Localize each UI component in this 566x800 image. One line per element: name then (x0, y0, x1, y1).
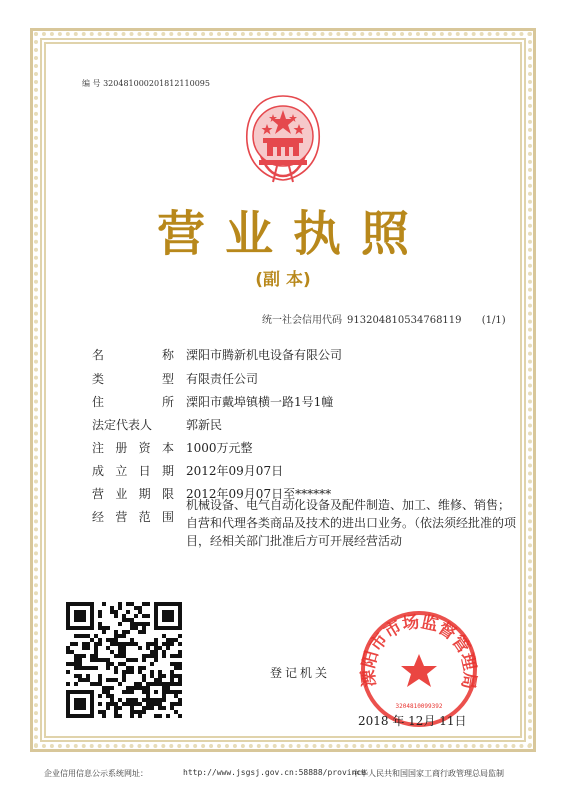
field-label-char: 名 (92, 348, 105, 362)
issue-date: 2018 年 12月 11日 (358, 714, 467, 728)
field-label-char: 范 (138, 510, 151, 524)
field-label-char: 住 (92, 395, 105, 409)
field-label-char: 限 (161, 487, 174, 501)
field-label-char: 立 (115, 464, 128, 478)
field-label (92, 416, 174, 433)
serial-number: 编 号 320481000201812110095 (82, 79, 210, 88)
credit-code-label: 统一社会信用代码 (262, 315, 342, 326)
field-value: 1000万元整 (186, 441, 253, 455)
svg-text:3204810099392: 3204810099392 (395, 703, 443, 710)
field-label-char: 型 (161, 372, 174, 386)
field-label-char: 注 (92, 441, 105, 455)
footer-url-link[interactable]: http://www.jsgsj.gov.cn:58888/province (183, 768, 367, 777)
field-label-char: 期 (138, 487, 151, 501)
field-value: 郭新民 (186, 418, 223, 432)
business-scope-value: 机械设备、电气自动化设备及配件制造、加工、维修、销售；自营和代理各类商品及技术的进出口业务。（依法须经批准的项目，经相关部门批准后方可开展经营活动 (186, 498, 517, 548)
footer-issuer: 中华人民共和国国家工商行政管理总局监制 (352, 769, 504, 778)
field-label-char: 营 (115, 510, 128, 524)
credit-code-line (262, 311, 511, 326)
field-label-char: 本 (161, 441, 174, 455)
field-label (92, 439, 174, 456)
footer-system-label: 企业信用信息公示系统网址： (44, 769, 148, 778)
document-title: 营业执照 (156, 206, 429, 262)
page-indicator: (1/1) (481, 315, 506, 326)
field-label-char: 经 (92, 510, 105, 524)
field-label (92, 346, 174, 363)
qr-code-icon (66, 602, 182, 718)
field-label (92, 485, 174, 502)
field-value: 2012年09月07日 (186, 464, 284, 478)
svg-text:溧阳市市场监督管理局: 溧阳市市场监督管理局 (358, 612, 480, 691)
field-label-char: 业 (115, 487, 128, 501)
field-value: 有限责任公司 (186, 372, 259, 386)
field-label-char: 日 (138, 464, 151, 478)
national-emblem-icon (237, 90, 329, 186)
field-value: 溧阳市腾新机电设备有限公司 (186, 348, 343, 362)
registrar-label: 登记机关 (270, 666, 331, 680)
field-label-char: 册 (115, 441, 128, 455)
field-label-char: 所 (161, 395, 174, 409)
document-subtitle: (副 本) (255, 270, 311, 290)
field-label-char: 成 (92, 464, 105, 478)
field-label-char: 营 (92, 487, 105, 501)
field-label-char: 法定代表人 (92, 418, 153, 432)
credit-code-value: 913204810534768119 (347, 315, 462, 326)
field-label-char: 围 (161, 510, 174, 524)
field-label (92, 508, 174, 525)
field-value: 2012年09月07日至****** (186, 487, 332, 501)
field-label-char: 期 (161, 464, 174, 478)
field-label (92, 370, 174, 387)
field-value: 溧阳市戴埠镇横一路1号1幢 (186, 395, 334, 409)
field-label-char: 称 (161, 348, 174, 362)
field-label-char: 类 (92, 372, 105, 386)
field-label-char: 资 (138, 441, 151, 455)
field-label (92, 462, 174, 479)
field-label (92, 393, 174, 410)
